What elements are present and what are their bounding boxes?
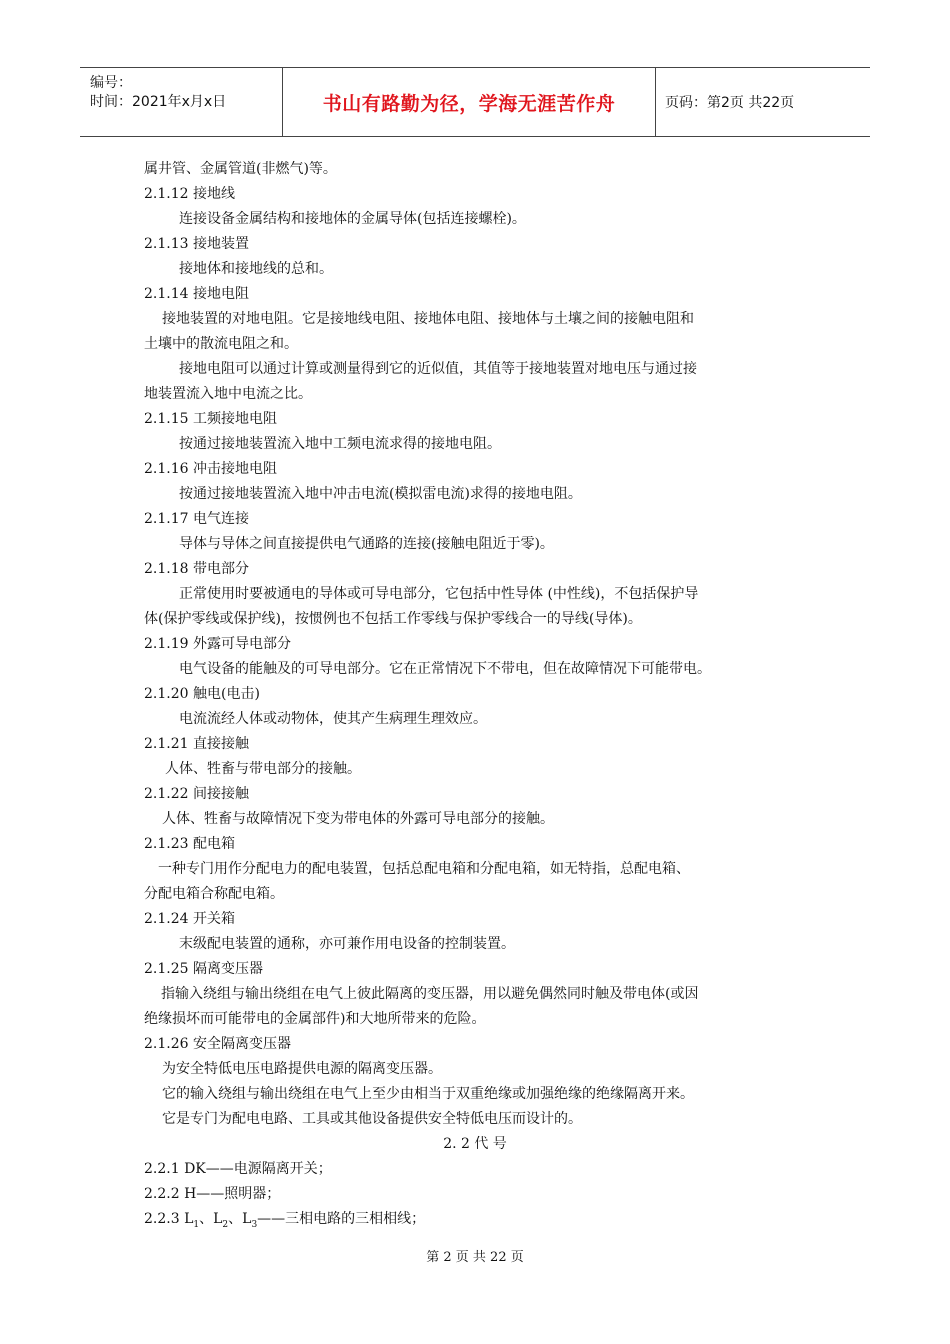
- text-line: 地装置流入地中电流之比。: [144, 386, 312, 402]
- code-line: [144, 1209, 425, 1235]
- code-text: 、L: [228, 1211, 252, 1227]
- clause-heading: 2.1.23 配电箱: [144, 836, 235, 852]
- clause-heading: 2.1.26 安全隔离变压器: [144, 1036, 291, 1052]
- time-label: 时间：2021年x月x日: [90, 94, 227, 110]
- page-header: [80, 67, 870, 137]
- text-line: 属井管、金属管道(非燃气)等。: [144, 161, 337, 177]
- text-line: 按通过接地装置流入地中冲击电流(模拟雷电流)求得的接地电阻。: [179, 486, 582, 502]
- text-line: 接地装置的对地电阻。它是接地线电阻、接地体电阻、接地体与土壤之间的接触电阻和: [162, 311, 694, 327]
- clause-heading: 2.1.15 工频接地电阻: [144, 411, 277, 427]
- header-meta: [80, 68, 282, 136]
- text-line: 电流流经人体或动物体，使其产生病理生理效应。: [179, 711, 487, 727]
- code-line: 2.2.1 DK——电源隔离开关；: [144, 1161, 332, 1177]
- subscript: 2: [222, 1219, 229, 1230]
- text-line: 它是专门为配电电路、工具或其他设备提供安全特低电压而设计的。: [162, 1111, 582, 1127]
- clause-heading: 2.1.21 直接接触: [144, 736, 249, 752]
- clause-heading: 2.1.24 开关箱: [144, 911, 235, 927]
- clause-heading: 2.1.16 冲击接地电阻: [144, 461, 277, 477]
- text-line: 体(保护零线或保护线)，按惯例也不包括工作零线与保护零线合一的导线(导体)。: [144, 611, 642, 627]
- text-line: 导体与导体之间直接提供电气通路的连接(接触电阻近于零)。: [179, 536, 554, 552]
- clause-heading: 2.1.17 电气连接: [144, 511, 249, 527]
- text-line: 指输入绕组与输出绕组在电气上彼此隔离的变压器，用以避免偶然同时触及带电体(或因: [161, 986, 699, 1002]
- text-line: 它的输入绕组与输出绕组在电气上至少由相当于双重绝缘或加强绝缘的绝缘隔离开来。: [162, 1086, 694, 1102]
- number-label: 编号：: [90, 75, 132, 91]
- text-line: 一种专门用作分配电力的配电装置，包括总配电箱和分配电箱，如无特指，总配电箱、: [158, 861, 690, 877]
- text-line: 末级配电装置的通称，亦可兼作用电设备的控制装置。: [179, 936, 515, 952]
- clause-heading: 2.1.18 带电部分: [144, 561, 249, 577]
- text-line: 电气设备的能触及的可导电部分。它在正常情况下不带电，但在故障情况下可能带电。: [179, 661, 711, 677]
- subscript: 3: [251, 1219, 258, 1230]
- header-motto: 书山有路勤为径，学海无涯苦作舟: [322, 92, 616, 115]
- code-text: 2.2.3 L: [144, 1211, 194, 1227]
- code-text: ——三相电路的三相相线；: [257, 1211, 426, 1227]
- text-line: 为安全特低电压电路提供电源的隔离变压器。: [162, 1061, 442, 1077]
- clause-heading: 2.1.22 间接接触: [144, 786, 249, 802]
- section-title: 2. 2 代 号: [443, 1136, 507, 1152]
- clause-heading: 2.1.13 接地装置: [144, 236, 249, 252]
- header-divider: [655, 68, 656, 136]
- text-line: 人体、牲畜与带电部分的接触。: [165, 761, 361, 777]
- page-footer: 第 2 页 共 22 页: [426, 1250, 524, 1265]
- clause-heading: 2.1.25 隔离变压器: [144, 961, 263, 977]
- clause-heading: 2.1.19 外露可导电部分: [144, 636, 291, 652]
- text-line: 按通过接地装置流入地中工频电流求得的接地电阻。: [179, 436, 501, 452]
- text-line: 连接设备金属结构和接地体的金属导体(包括连接螺栓)。: [179, 211, 526, 227]
- subscript: 1: [193, 1219, 200, 1230]
- code-line: 2.2.2 H——照明器；: [144, 1186, 281, 1202]
- text-line: 接地电阻可以通过计算或测量得到它的近似值，其值等于接地装置对地电压与通过接: [179, 361, 697, 377]
- text-line: 分配电箱合称配电箱。: [144, 886, 284, 902]
- text-line: 绝缘损坏而可能带电的金属部件)和大地所带来的危险。: [144, 1011, 486, 1027]
- clause-heading: 2.1.14 接地电阻: [144, 286, 249, 302]
- text-line: 土壤中的散流电阻之和。: [144, 336, 298, 352]
- clause-heading: 2.1.12 接地线: [144, 186, 235, 202]
- text-line: 正常使用时要被通电的导体或可导电部分，它包括中性导体 (中性线)，不包括保护导: [179, 586, 699, 602]
- text-line: 接地体和接地线的总和。: [179, 261, 333, 277]
- text-line: 人体、牲畜与故障情况下变为带电体的外露可导电部分的接触。: [162, 811, 554, 827]
- header-page-info: 页码：第2页 共22页: [665, 95, 795, 111]
- clause-heading: 2.1.20 触电(电击): [144, 686, 260, 702]
- code-text: 、L: [199, 1211, 223, 1227]
